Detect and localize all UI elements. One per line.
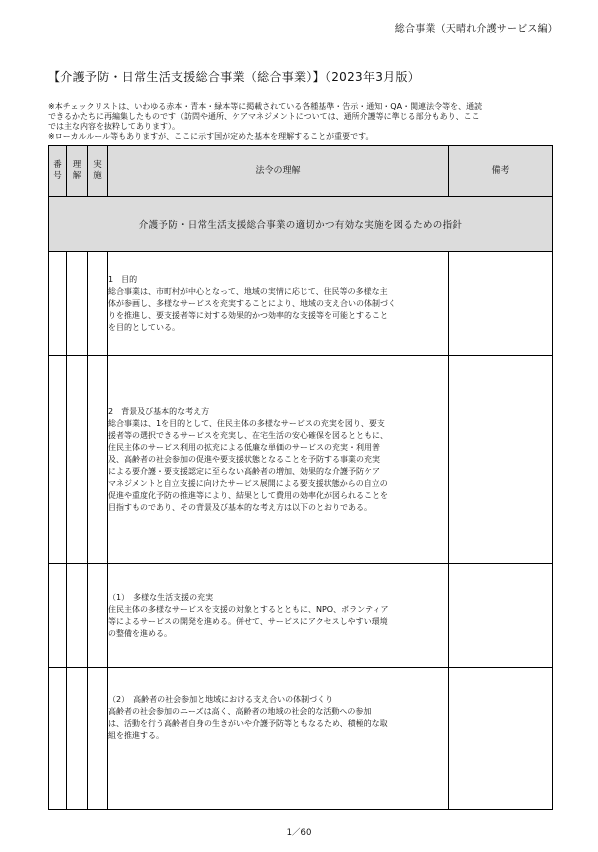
item-text: 体が参画し、多様なサービスを充実することにより、地域の支え合いの体制づく bbox=[108, 299, 396, 308]
implementation-checkbox-cell[interactable] bbox=[88, 356, 108, 564]
implementation-checkbox-cell[interactable] bbox=[88, 564, 108, 668]
item-text: の整備を進める。 bbox=[108, 629, 172, 638]
number-cell bbox=[49, 356, 67, 564]
item-text: 高齢者の社会参加のニーズは高く、高齢者の地域の社会的な活動への参加 bbox=[108, 707, 372, 716]
number-cell bbox=[49, 668, 67, 810]
document-title: 【介護予防・日常生活支援総合事業（総合事業）】（2023年3月版） bbox=[48, 70, 421, 84]
remarks-cell[interactable] bbox=[449, 252, 553, 356]
remarks-cell[interactable] bbox=[449, 564, 553, 668]
item-text: を目的としている。 bbox=[108, 323, 180, 332]
item-title: （2） 高齢者の社会参加と地域における支え合いの体制づくり bbox=[108, 695, 334, 704]
table-row bbox=[49, 564, 553, 668]
item-text: りを推進し、要支援者等に対する効果的かつ効率的な支援等を可能とすること bbox=[108, 311, 388, 320]
understanding-checkbox-cell[interactable] bbox=[67, 356, 88, 564]
item-text: 援者等の選択できるサービスを充実し、在宅生活の安心確保を図るとともに、 bbox=[108, 431, 388, 440]
item-text: 組を推進する。 bbox=[108, 731, 164, 740]
table-row bbox=[49, 252, 553, 356]
law-cell bbox=[108, 356, 449, 564]
item-text: マネジメントと自立支援に向けたサービス展開による要支援状態からの自立の bbox=[108, 479, 388, 488]
law-cell bbox=[108, 564, 449, 668]
header-number-label: 番号 bbox=[53, 160, 62, 181]
note-line: では主な内容を抜粋してあります）。 bbox=[48, 122, 180, 131]
header-remarks: 備考 bbox=[449, 146, 553, 197]
item-text: による要介護・要支援認定に至らない高齢者の増加、効果的な介護予防ケア bbox=[108, 467, 380, 476]
item-text: は、活動を行う高齢者自身の生きがいや介護予防等ともなるため、積極的な取 bbox=[108, 719, 388, 728]
understanding-checkbox-cell[interactable] bbox=[67, 668, 88, 810]
table-header-row bbox=[49, 146, 553, 197]
item-text: 総合事業は、1を目的として、住民主体の多様なサービスの充実を図り、要支 bbox=[108, 419, 385, 428]
table-row bbox=[49, 356, 553, 564]
header-understanding-label: 理解 bbox=[72, 160, 82, 181]
item-title: 1 目的 bbox=[108, 275, 138, 284]
law-cell bbox=[108, 252, 449, 356]
item-text: 総合事業は、市町村が中心となって、地域の実情に応じて、住民等の多様な主 bbox=[108, 287, 388, 296]
note-line: できるかたちに再編集したものです（訪問や通所、ケアマネジメントについては、通所介護等に準じる部分もあり、ここ bbox=[48, 112, 480, 121]
header-tag: 総合事業（天晴れ介護サービス編） bbox=[394, 24, 558, 35]
header-understanding bbox=[67, 146, 88, 197]
implementation-checkbox-cell[interactable] bbox=[88, 668, 108, 810]
item-text: 促進や重度化予防の推進等により、結果として費用の効率化が図られることを bbox=[108, 491, 388, 500]
item-title: 2 背景及び基本的な考え方 bbox=[108, 407, 210, 416]
item-text: 等によるサービスの開発を進める。併せて、サービスにアクセスしやすい環境 bbox=[108, 617, 388, 626]
law-cell bbox=[108, 668, 449, 810]
understanding-checkbox-cell[interactable] bbox=[67, 252, 88, 356]
section-title: 介護予防・日常生活支援総合事業の適切かつ有効な実施を図るための指針 bbox=[49, 197, 553, 252]
understanding-checkbox-cell[interactable] bbox=[67, 564, 88, 668]
note-line: ※本チェックリストは、いわゆる赤本・青本・緑本等に掲載されている各種基準・告示・通知・QA・関連法令等を、通読 bbox=[48, 102, 483, 111]
remarks-cell[interactable] bbox=[449, 356, 553, 564]
remarks-cell[interactable] bbox=[449, 668, 553, 810]
checklist-table bbox=[48, 145, 553, 810]
implementation-checkbox-cell[interactable] bbox=[88, 252, 108, 356]
number-cell bbox=[49, 252, 67, 356]
header-number bbox=[49, 146, 67, 197]
header-law: 法令の理解 bbox=[108, 146, 449, 197]
item-text: 住民主体の多様なサービスを支援の対象とするとともに、NPO、ボランティア bbox=[108, 605, 389, 614]
item-text: 住民主体のサービス利用の拡充による低廉な単価のサービスの充実・利用普 bbox=[108, 443, 380, 452]
header-implementation-label: 実施 bbox=[93, 160, 102, 181]
item-title: （1） 多様な生活支援の充実 bbox=[108, 593, 214, 602]
number-cell bbox=[49, 564, 67, 668]
item-text: 及、高齢者の社会参加の促進や要支援状態となることを予防する事業の充実 bbox=[108, 455, 380, 464]
page-number: 1／60 bbox=[286, 828, 312, 838]
item-text: 目指すものであり、その背景及び基本的な考え方は以下のとおりである。 bbox=[108, 503, 372, 512]
section-title-row bbox=[49, 197, 553, 252]
note-line: ※ローカルルール等もありますが、ここに示す国が定めた基本を理解することが重要です。 bbox=[48, 132, 374, 141]
notes bbox=[48, 102, 558, 142]
header-implementation bbox=[88, 146, 108, 197]
table-row bbox=[49, 668, 553, 810]
